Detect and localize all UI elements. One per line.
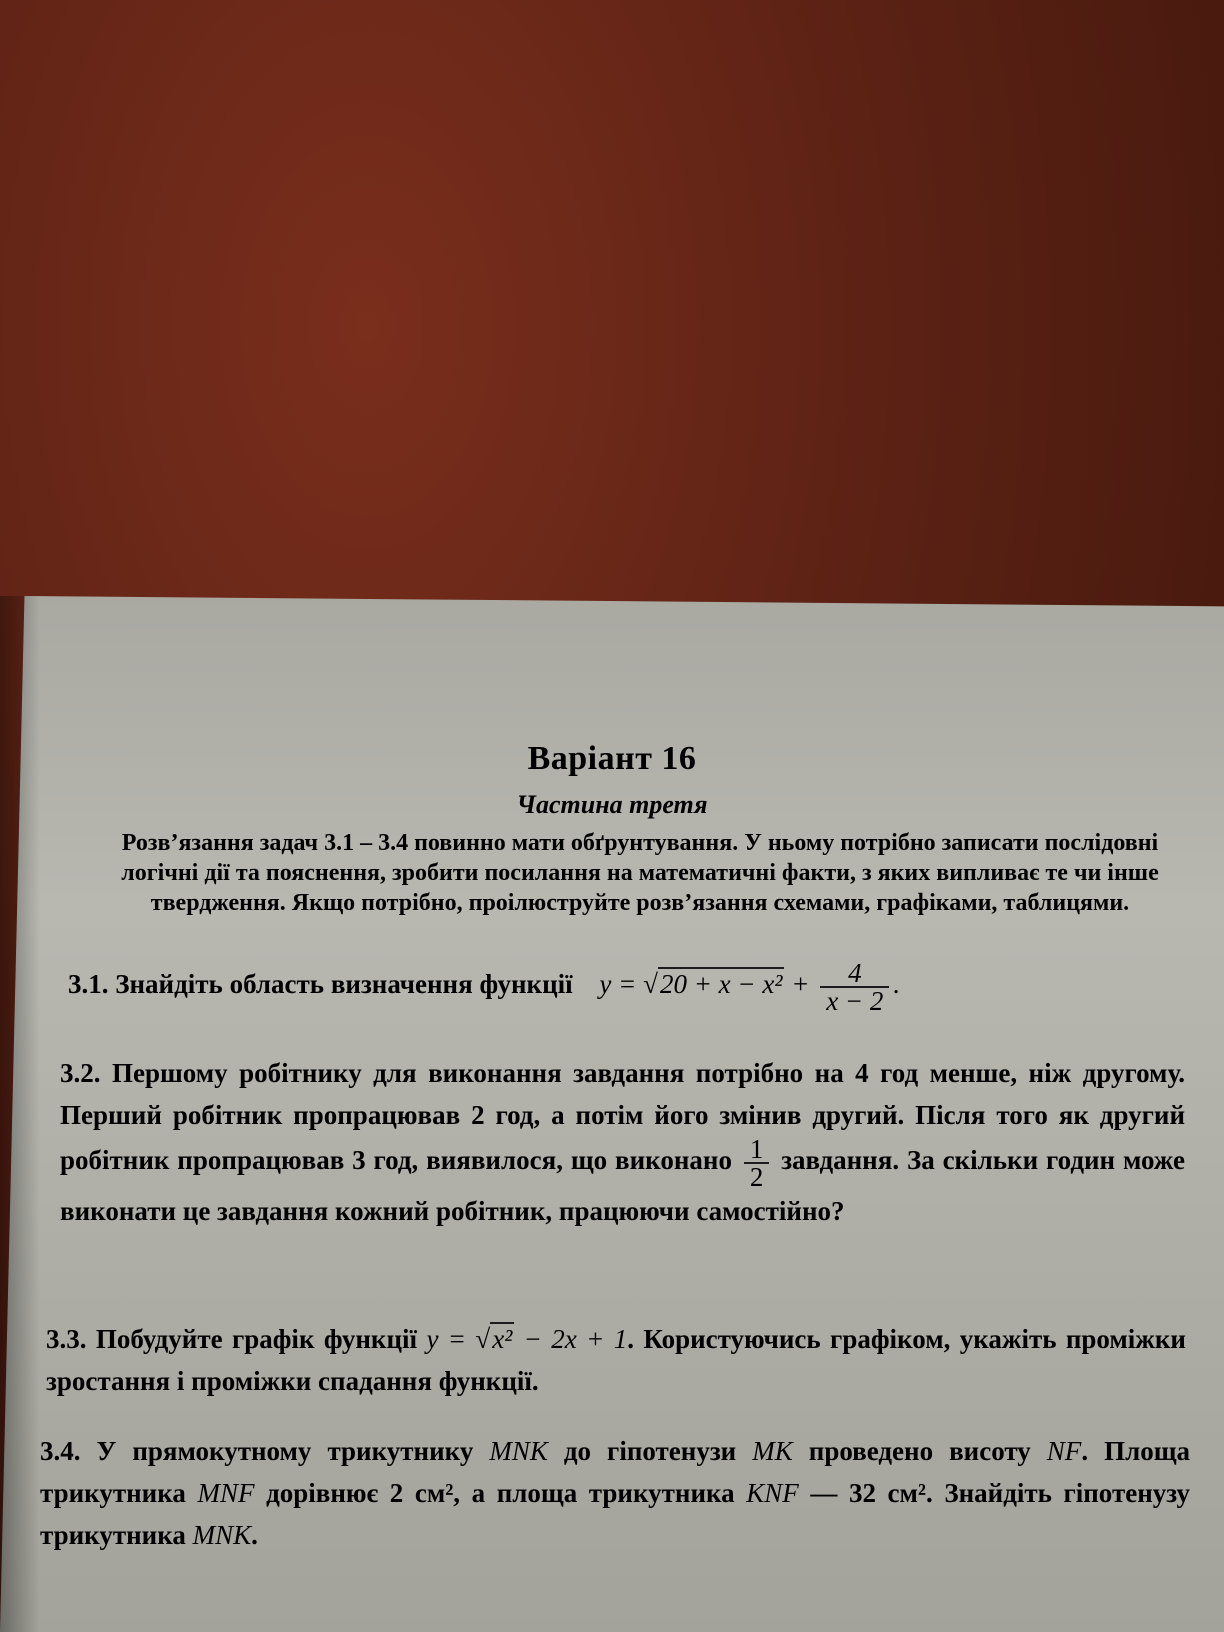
task-3-3 <box>46 1318 1186 1402</box>
instructions-paragraph: Розв’язання задач 3.1 – 3.4 повинно мати обґрунтування. У ньому потрібно записати послідовні логічні дії та пояснення, зробити посилання на математичні факти, з яких випливає те чи інше твердження. Якщо потрібно, проілюструйте розв’язання схемами, графіками, таблицями. <box>121 830 1159 916</box>
domain-formula: y = √20 + x − x² + $\frac{4}{x - 2}$ . <box>599 958 901 1016</box>
task-number: 3.1. <box>68 969 109 1000</box>
hypotenuse-mk: MK <box>752 1436 793 1466</box>
task-text-part1: Першому робітнику для виконання завдання потрібно на 4 год менше, ніж другому. Перший робітник пропрацював 2 год, а потім його змінив другий. Після того як другий робітник пропрацював 3 год, виявилося, що виконано <box>60 1058 1185 1176</box>
task-number: 3.2. <box>60 1058 101 1088</box>
task-end: . <box>251 1520 258 1550</box>
graph-formula: y = √x² − 2x + 1 <box>426 1324 628 1354</box>
triangle-mnk-final: MNK <box>192 1520 252 1550</box>
task-text-part2: до гіпотенузи <box>563 1436 737 1466</box>
formula-lhs: y = <box>426 1324 476 1354</box>
fraction-denominator: 2 <box>749 1162 764 1192</box>
variant-title: Варіант 16 <box>527 740 697 777</box>
half-fraction <box>744 1136 770 1190</box>
task-text-part3: проведено висоту <box>808 1436 1031 1466</box>
task-3-1 <box>68 960 1168 1014</box>
task-3-4 <box>40 1430 1190 1556</box>
formula-fraction <box>820 960 889 1014</box>
triangle-knf: KNF <box>746 1478 799 1508</box>
height-nf: NF <box>1046 1436 1082 1466</box>
fraction-numerator: 4 <box>820 960 889 988</box>
task-text-part4: . Площа трикутника <box>40 1436 1191 1508</box>
formula-radicand: 20 + x − x² <box>659 969 783 1000</box>
task-number: 3.4. <box>40 1436 81 1466</box>
task-text-part6: — 32 см². Знайдіть гіпотенузу трикутника <box>40 1478 1191 1550</box>
task-text-part1: Побудуйте графік функції <box>95 1324 418 1354</box>
task-text-part2: . Користуючись графіком, укажіть проміжки зростання і проміжки спадання функції. <box>46 1324 1186 1396</box>
task-number: 3.3. <box>46 1324 87 1354</box>
fraction-denominator: x − 2 <box>826 986 884 1016</box>
task-3-2 <box>60 1052 1185 1232</box>
formula-lhs: y = <box>599 969 644 1000</box>
task-text-part1: У прямокутному трикутнику <box>96 1436 474 1466</box>
formula-plus: + <box>784 969 817 1000</box>
part-subtitle: Частина третя <box>516 790 708 819</box>
formula-radicand: x² <box>492 1324 513 1354</box>
task-text: Знайдіть область визначення функції <box>115 969 573 1000</box>
triangle-mnf: MNF <box>197 1478 255 1508</box>
task-text-part2: завдання. За скільки годин може виконати це завдання кожний робітник, працюючи самостійно? <box>60 1145 1186 1226</box>
formula-rest: − 2x + 1 <box>514 1324 628 1354</box>
fraction-numerator: 1 <box>744 1136 770 1164</box>
triangle-mnk: MNK <box>489 1436 548 1466</box>
task-text-part5: дорівнює 2 см², а площа трикутника <box>266 1478 735 1508</box>
formula-end: . <box>893 969 901 1000</box>
